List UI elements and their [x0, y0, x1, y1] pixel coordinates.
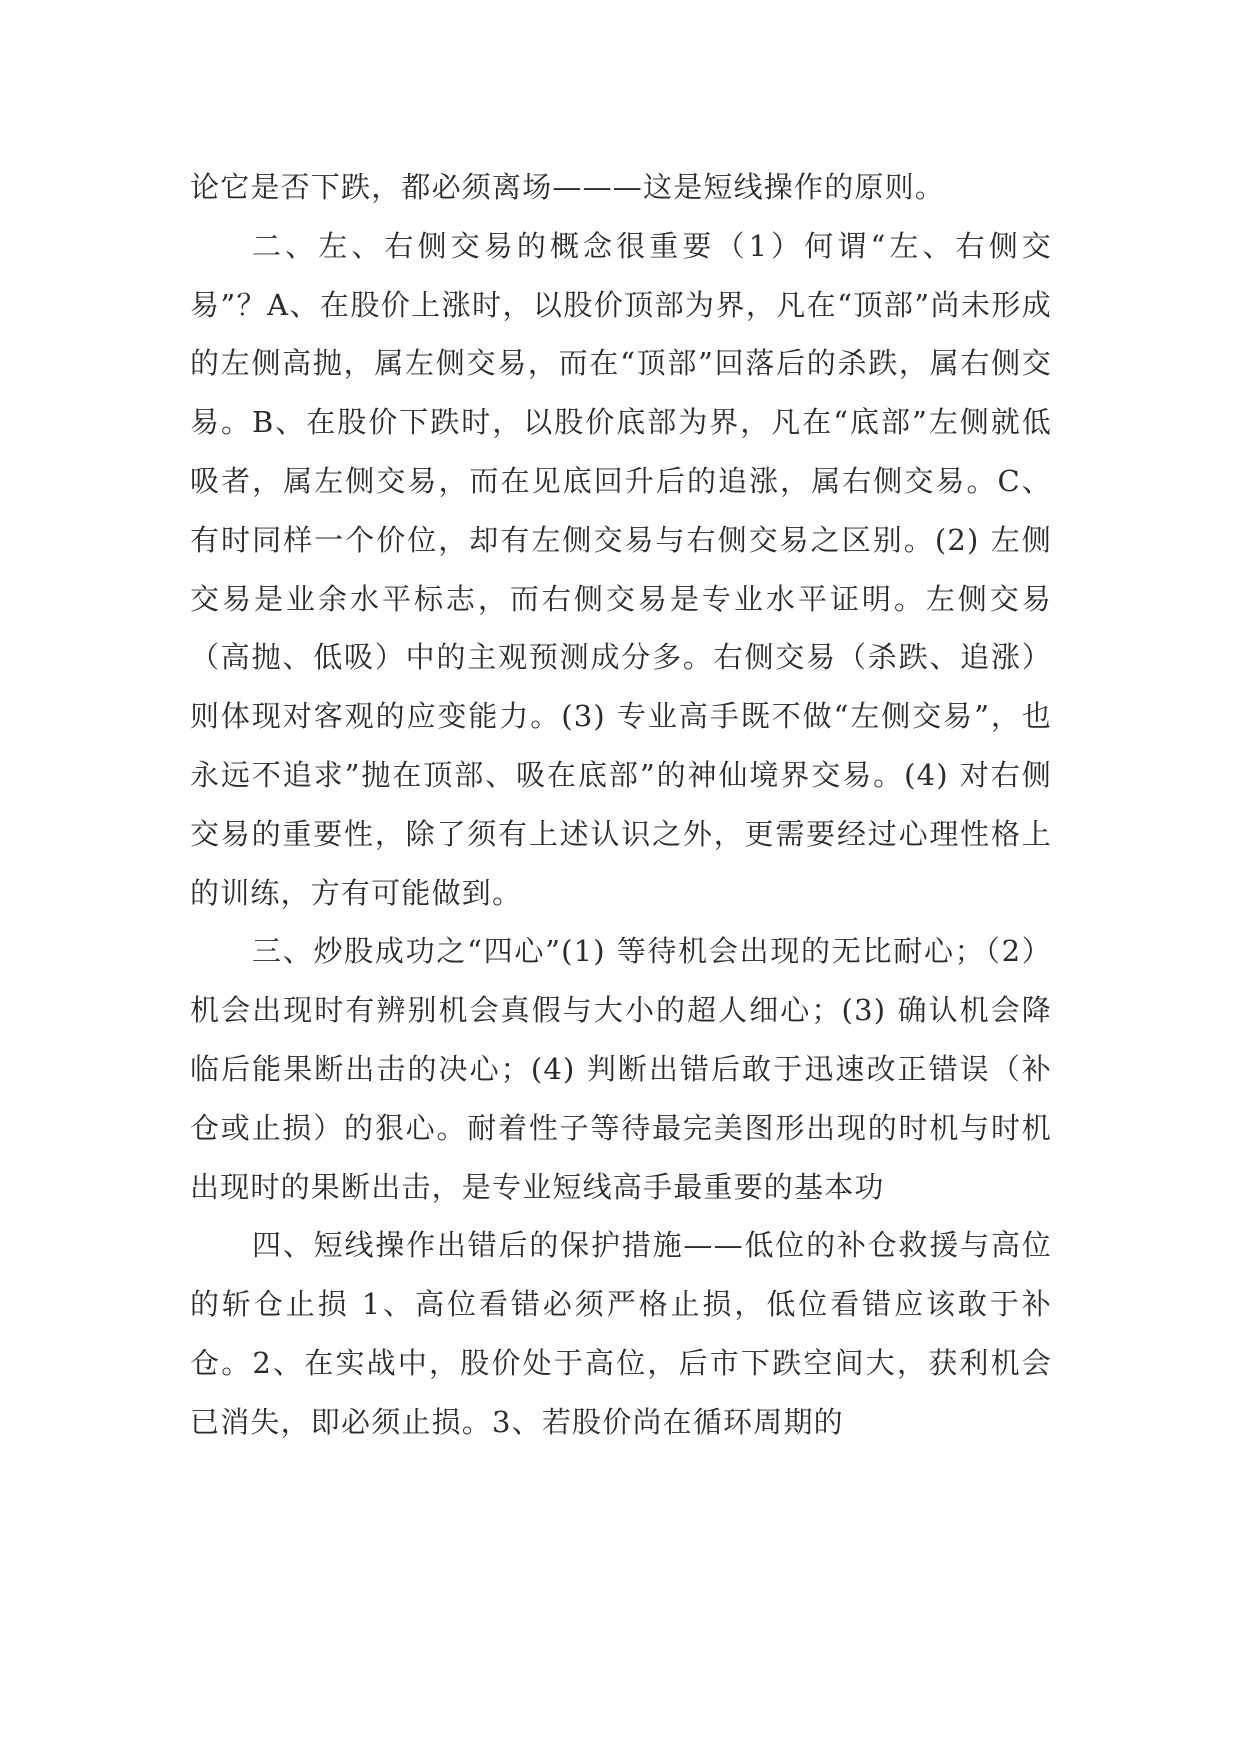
paragraph-continuation: 论它是否下跌，都必须离场———这是短线操作的原则。 [190, 170, 946, 204]
paragraph-four-minds: 三、炒股成功之“四心”(1) 等待机会出现的无比耐心；（2）机会出现时有辨别机会真假与大小的超人细心；(3) 确认机会降临后能果断出击的决心；(4) 判断出错后敢于迅速改正错误（补仓或止损）的狠心。耐着性子等待最完美图形出现的时机与时机出现时的果断出击，是专业短线高手最重要的基本功 [190, 934, 1052, 1204]
paragraph-protection-measures: 四、短线操作出错后的保护措施——低位的补仓救援与高位的斩仓止损 1、高位看错必须严格止损，低位看错应该敢于补仓。2、在实战中，股价处于高位，后市下跌空间大，获利机会已消失，即必须止损。3、若股价尚在循环周期的 [190, 1228, 1052, 1439]
paragraph-left-right-trading: 二、左、右侧交易的概念很重要（1）何谓“左、右侧交易”？A、在股价上涨时，以股价顶部为界，凡在“顶部”尚未形成的左侧高抛，属左侧交易，而在“顶部”回落后的杀跌，属右侧交易。B、在股价下跌时，以股价底部为界，凡在“底部”左侧就低吸者，属左侧交易，而在见底回升后的追涨，属右侧交易。C、有时同样一个价位，却有左侧交易与右侧交易之区别。(2) 左侧交易是业余水平标志，而右侧交易是专业水平证明。左侧交易（高抛、低吸）中的主观预测成分多。右侧交易（杀跌、追涨）则体现对客观的应变能力。(3) 专业高手既不做“左侧交易”，也永远不追求”抛在顶部、吸在底部”的神仙境界交易。(4) 对右侧交易的重要性，除了须有上述认识之外，更需要经过心理性格上的训练，方有可能做到。 [190, 228, 1052, 910]
document-body [190, 158, 1052, 1452]
